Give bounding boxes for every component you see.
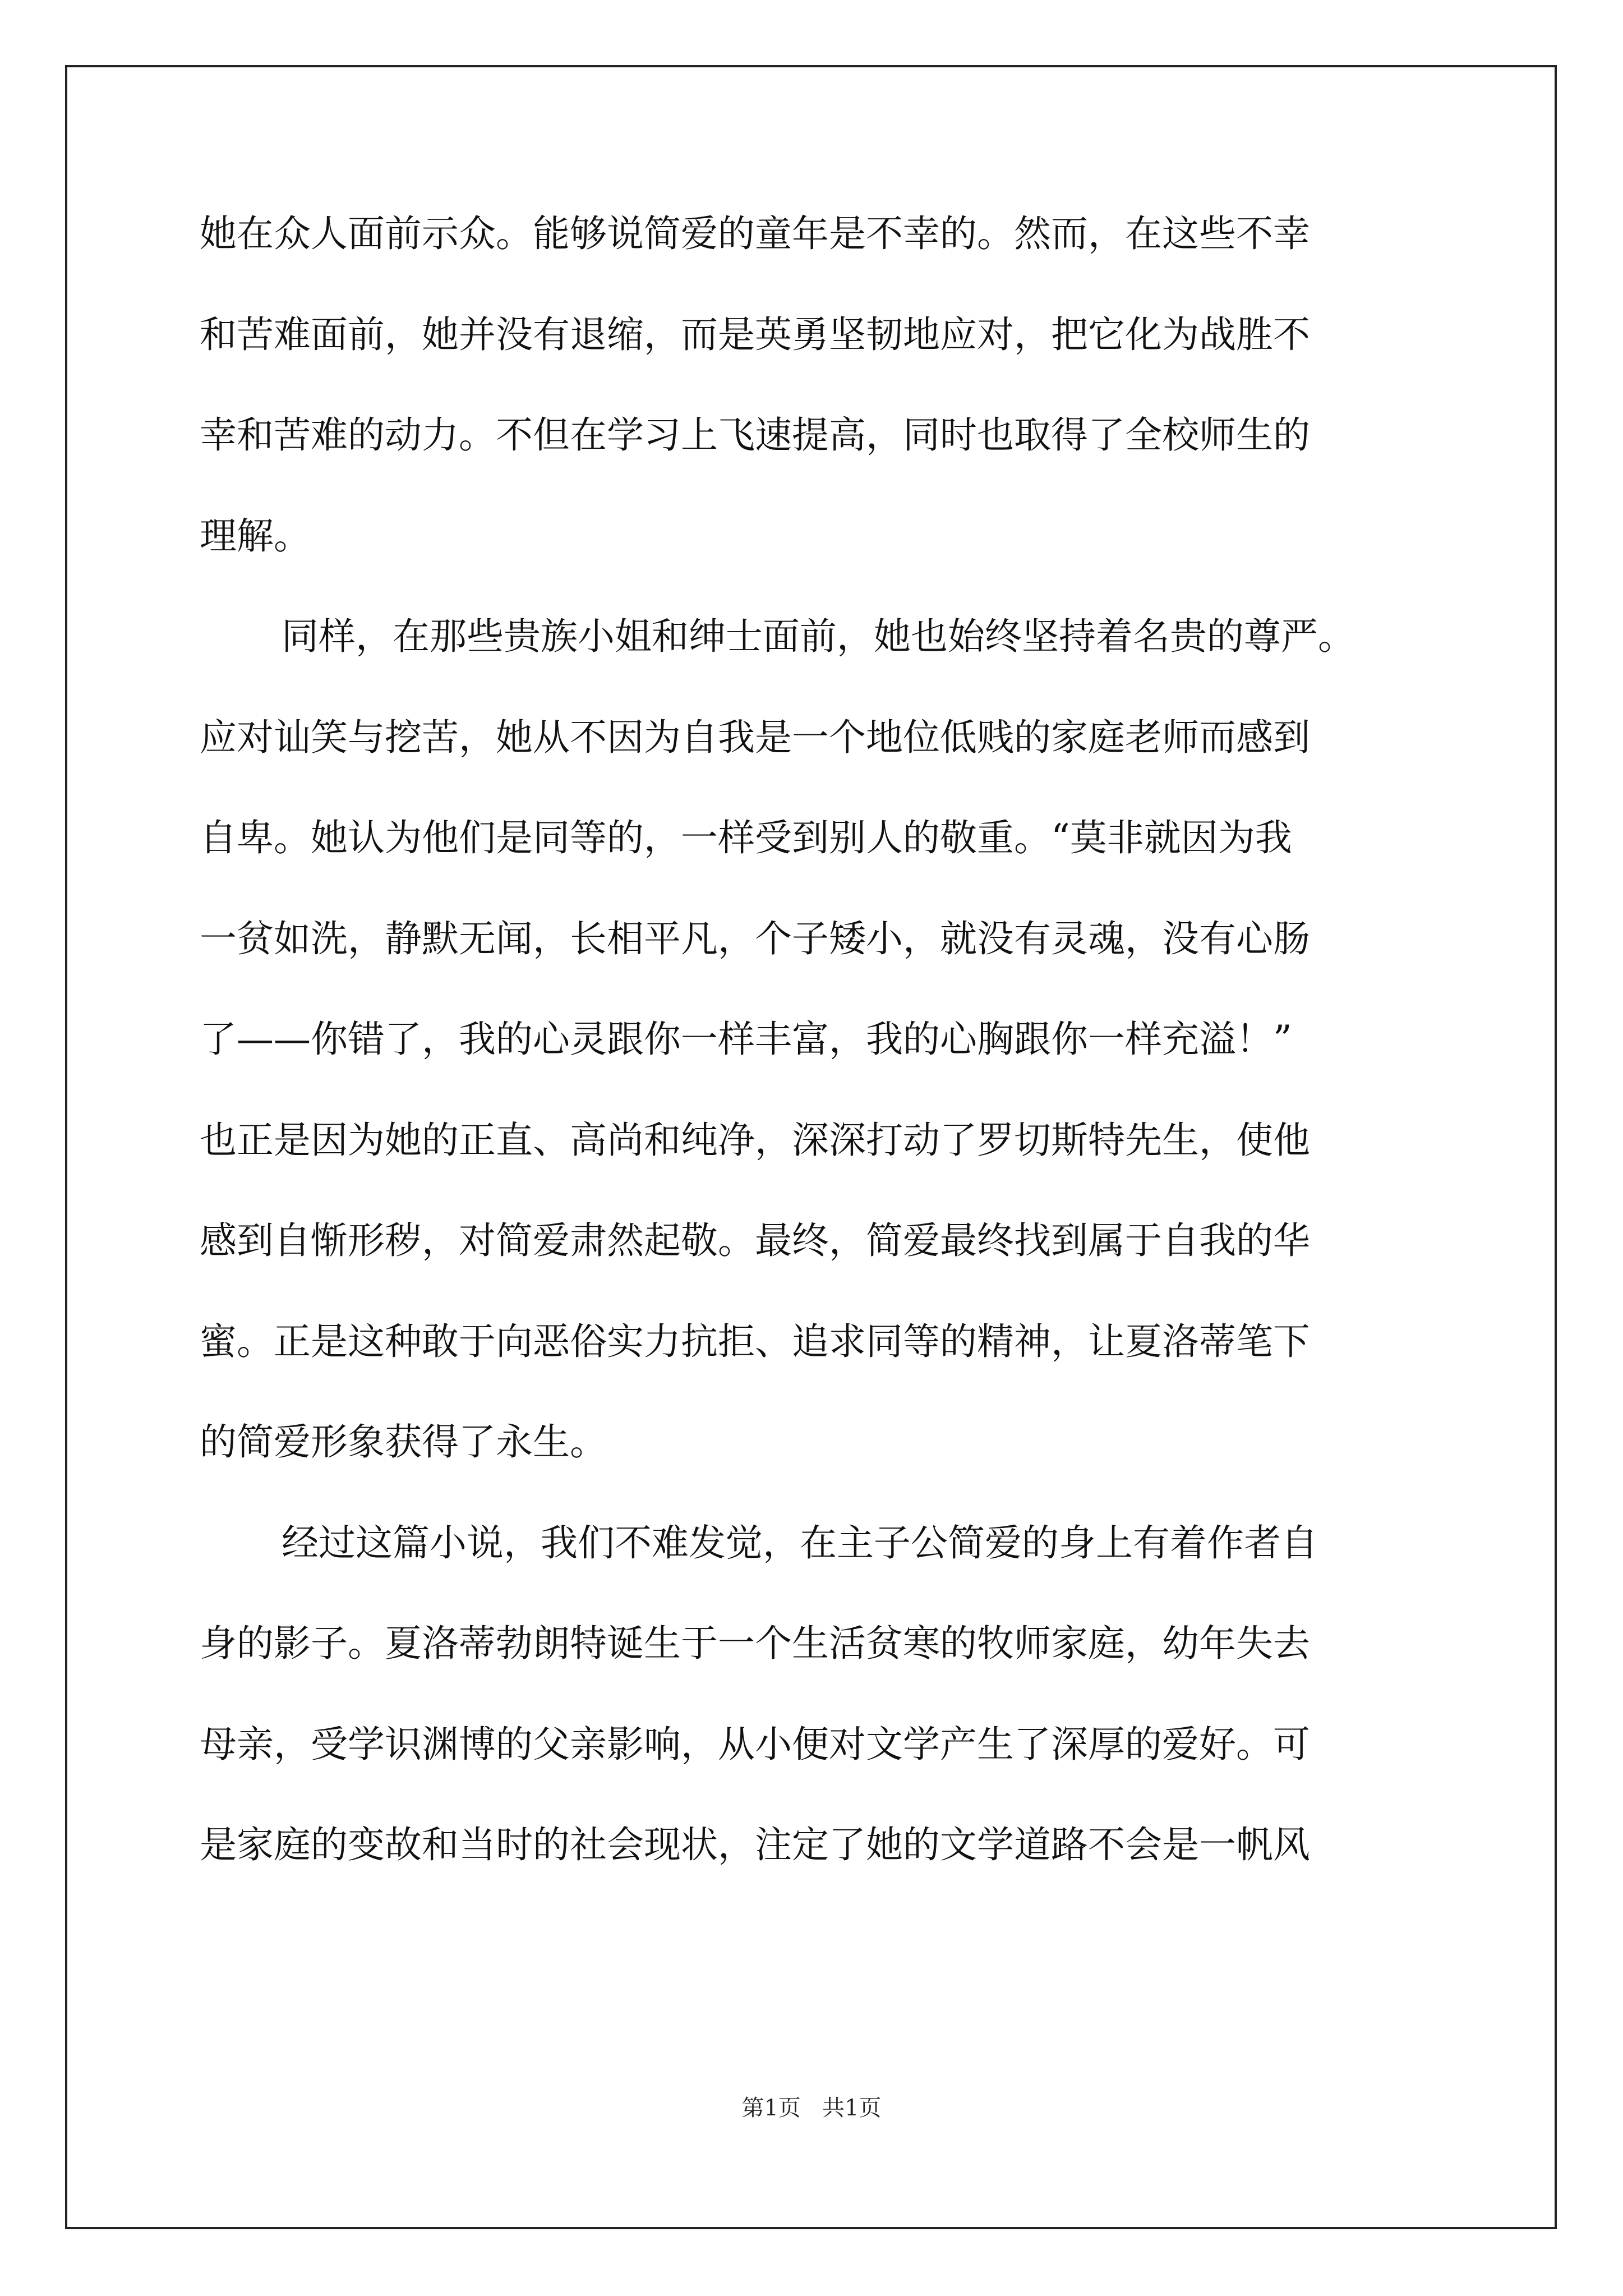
text-line-15: 身的影子。夏洛蒂勃朗特诞生于一个生活贫寒的牧师家庭，幼年失去 — [200, 1622, 1310, 1665]
text-line-9: 了——你错了，我的心灵跟你一样丰富，我的心胸跟你一样充溢！” — [200, 1018, 1292, 1061]
text-line-10: 也正是因为她的正直、高尚和纯净，深深打动了罗切斯特先生，使他 — [200, 1119, 1310, 1162]
text-line-4: 理解。 — [200, 514, 311, 558]
text-line-12: 蜜。正是这种敢于向恶俗实力抗拒、追求同等的精神，让夏洛蒂笔下 — [200, 1320, 1310, 1363]
text-line-2: 和苦难面前，她并没有退缩，而是英勇坚韧地应对，把它化为战胜不 — [200, 313, 1310, 356]
text-line-5: 同样，在那些贵族小姐和绅士面前，她也始终坚持着名贵的尊严。 — [282, 615, 1355, 658]
text-line-11: 感到自惭形秽，对简爱肃然起敬。最终，简爱最终找到属于自我的华 — [200, 1219, 1310, 1262]
text-line-1: 她在众人面前示众。能够说简爱的童年是不幸的。然而，在这些不幸 — [200, 212, 1310, 255]
text-line-3: 幸和苦难的动力。不但在学习上飞速提高，同时也取得了全校师生的 — [200, 413, 1310, 457]
text-line-6: 应对讪笑与挖苦，她从不因为自我是一个地位低贱的家庭老师而感到 — [200, 716, 1310, 759]
page-number-footer: 第1页 共1页 — [741, 2095, 882, 2121]
text-line-13: 的简爱形象获得了永生。 — [200, 1420, 607, 1464]
text-line-17: 是家庭的变故和当时的社会现状，注定了她的文学道路不会是一帆风 — [200, 1823, 1310, 1866]
text-line-16: 母亲，受学识渊博的父亲影响，从小便对文学产生了深厚的爱好。可 — [200, 1723, 1310, 1766]
text-line-8: 一贫如洗，静默无闻，长相平凡，个子矮小，就没有灵魂，没有心肠 — [200, 917, 1310, 960]
text-line-7: 自卑。她认为他们是同等的，一样受到别人的敬重。“莫非就因为我 — [200, 816, 1292, 859]
text-line-14: 经过这篇小说，我们不难发觉，在主子公简爱的身上有着作者自 — [282, 1521, 1318, 1565]
